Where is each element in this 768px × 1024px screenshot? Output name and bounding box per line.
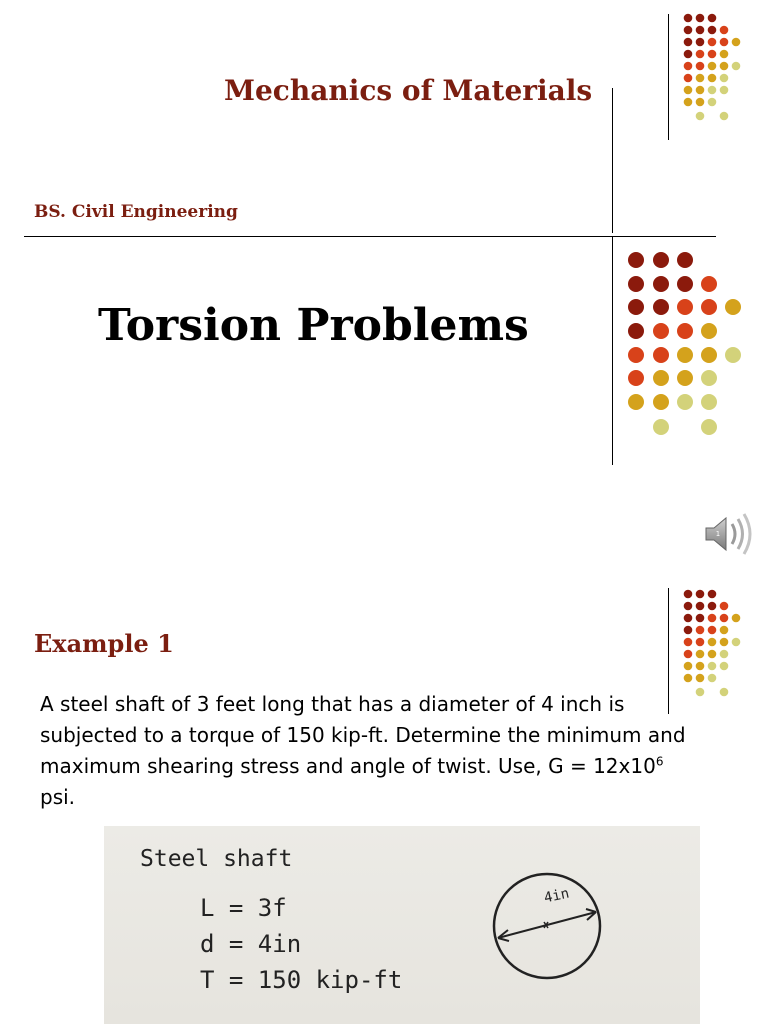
slide-heading: Torsion Problems	[98, 300, 529, 351]
diameter-label: 4in	[542, 885, 571, 907]
dot-grid-decoration-small	[680, 586, 750, 700]
program-subtitle: BS. Civil Engineering	[34, 202, 238, 222]
vertical-divider-top-right	[668, 14, 669, 140]
dot-grid-decoration-large	[624, 248, 752, 440]
shaft-cross-section-sketch	[492, 866, 622, 996]
course-title: Mechanics of Materials	[224, 74, 593, 107]
handwritten-notes-photo	[104, 826, 700, 1024]
handwritten-line-1: Steel shaft	[140, 846, 293, 872]
vertical-divider-top	[612, 88, 613, 233]
dot-grid-decoration-small	[680, 10, 750, 124]
example-slide	[0, 570, 768, 1024]
handwritten-line-2: L = 3f	[200, 894, 287, 922]
handwritten-line-3: d = 4in	[200, 930, 302, 958]
problem-text: A steel shaft of 3 feet long that has a diameter of 4 inch is subjected to a torque of 150 kip-ft. Determine the minimum and maximum shearing stress and angle of twist. Use, G = 12x10	[40, 692, 686, 778]
exponent: 6	[655, 754, 664, 769]
vertical-divider-bottom	[612, 237, 613, 465]
problem-unit: psi.	[40, 785, 76, 809]
example-heading: Example 1	[34, 629, 174, 658]
slide-number: 1	[715, 530, 721, 538]
problem-statement	[40, 689, 700, 813]
handwritten-line-4: T = 150 kip-ft	[200, 966, 403, 994]
